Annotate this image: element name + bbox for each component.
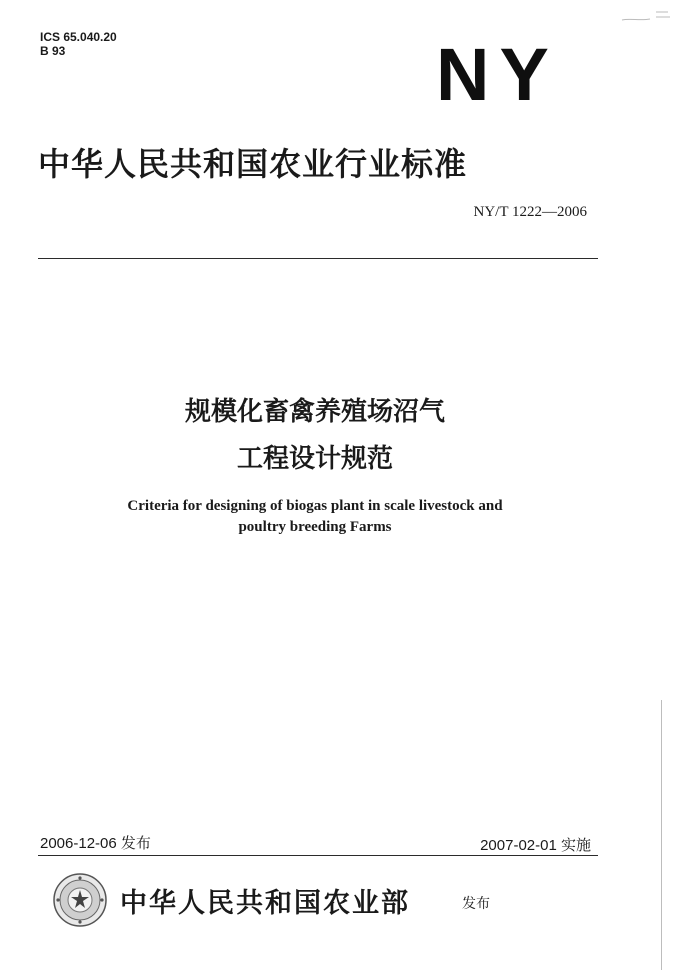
classification-codes (40, 30, 117, 58)
scan-mark-icon (620, 8, 672, 30)
page-edge-line (661, 700, 662, 970)
standard-title: 中华人民共和国农业行业标准 (38, 145, 468, 183)
chinese-title-line-2: 工程设计规范 (236, 444, 393, 474)
chinese-title-line-1: 规模化畜禽养殖场沼气 (184, 397, 445, 427)
ministry-seal-icon (52, 872, 108, 928)
ny-logo: NY (436, 33, 559, 116)
issue-date: 2006-12-06 发布 (40, 835, 151, 852)
top-divider (38, 258, 598, 259)
publisher-name: 中华人民共和国农业部 (120, 888, 410, 919)
bottom-divider (38, 855, 598, 856)
english-title-line-2: poultry breeding Farms (238, 519, 392, 535)
implementation-date: 2007-02-01 实施 (480, 837, 591, 854)
publish-label: 发布 (462, 896, 490, 912)
ccs-code: B 93 (40, 44, 66, 58)
english-title-line-1: Criteria for designing of biogas plant in scale livestock and (127, 498, 503, 514)
ics-code: ICS 65.040.20 (40, 30, 117, 44)
standard-number: NY/T 1222—2006 (473, 204, 587, 220)
